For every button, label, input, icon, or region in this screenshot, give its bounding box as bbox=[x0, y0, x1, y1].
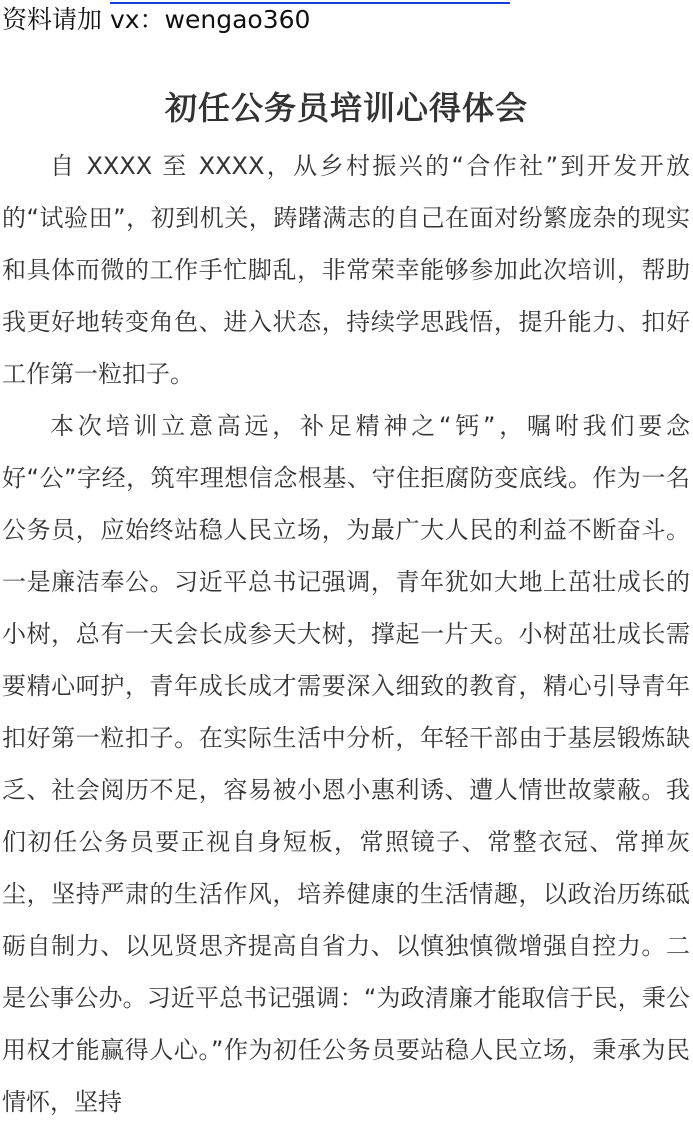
contact-note: 资料请加 vx：wengao360 bbox=[2, 5, 311, 34]
paragraph-2: 本次培训立意高远，补足精神之“钙”，嘱咐我们要念好“公”字经，筑牢理想信念根基、守住拒腐防变底线。作为一名公务员，应始终站稳人民立场，为最广大人民的利益不断奋斗。一是廉洁奉公。习近平总书记强调，青年犹如大地上茁壮成长的小树，总有一天会长成参天大树，撑起一片天。小树茁壮成长需要精心呵护，青年成长成才需要深入细致的教育，精心引导青年扣好第一粒扣子。在实际生活中分析，年轻干部由于基层锻炼缺乏、社会阅历不足，容易被小恩小惠利诱、遭人情世故蒙蔽。我们初任公务员要正视自身短板，常照镜子、常整衣冠、常掸灰尘，坚持严肃的生活作风，培养健康的生活情趣，以政治历练砥砺自制力、以见贤思齐提高自省力、以慎独慎微增强自控力。二是公事公办。习近平总书记强调：“为政清廉才能取信于民，秉公用权才能赢得人心。”作为初任公务员要站稳人民立场，秉承为民情怀，坚持 bbox=[2, 412, 690, 1116]
paragraph-1: 自 XXXX 至 XXXX，从乡村振兴的“合作社”到开发开放的“试验田”，初到机关，踌躇满志的自己在面对纷繁庞杂的现实和具体而微的工作手忙脚乱，非常荣幸能够参加此次培训，帮助我更好地转变角色、进入状态，持续学思践悟，提升能力、扣好工作第一粒扣子。 bbox=[2, 152, 690, 388]
document-title: 初任公务员培训心得体会 bbox=[164, 89, 528, 128]
document-body bbox=[2, 140, 690, 1128]
